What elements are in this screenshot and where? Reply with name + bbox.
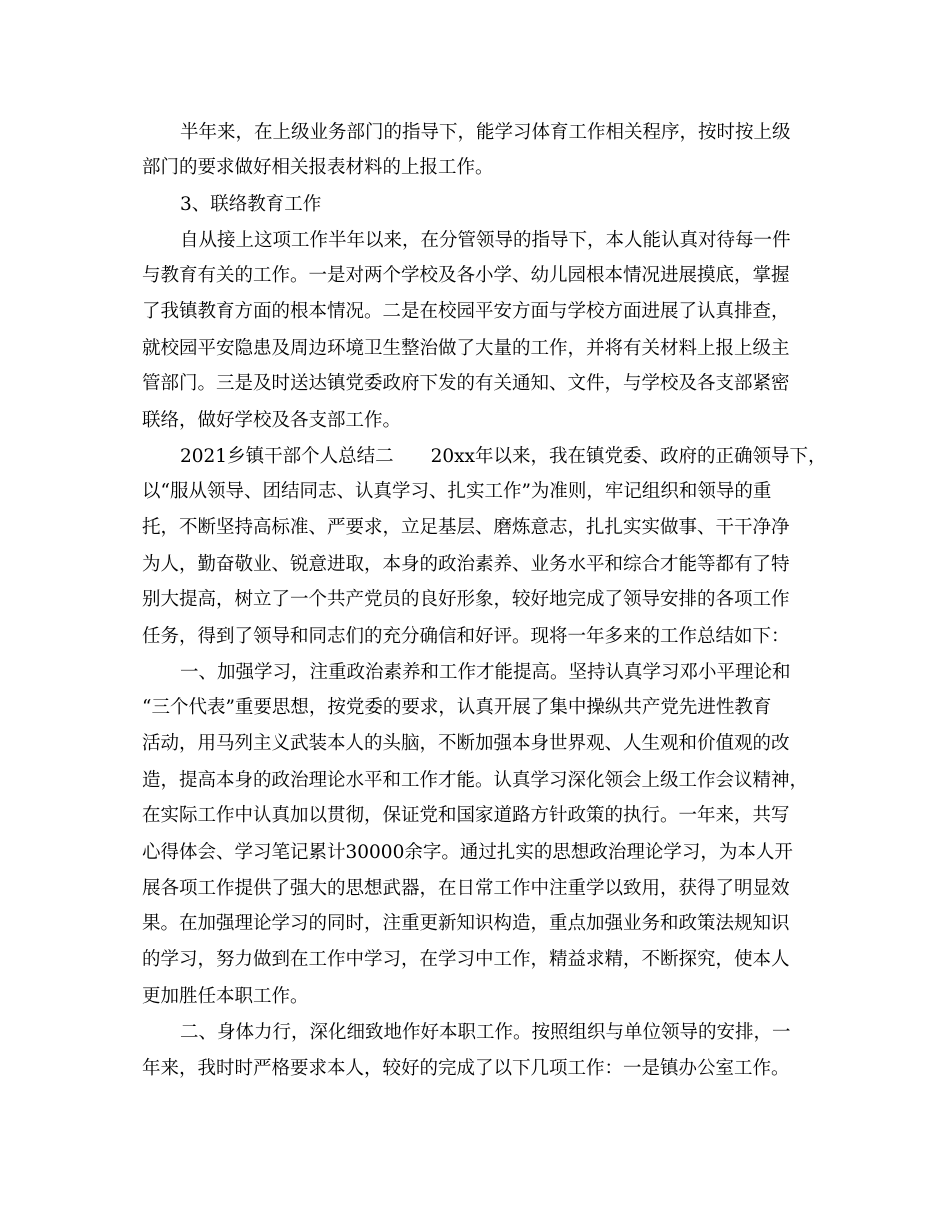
text-line: 为人，勤奋敬业、锐意进取，本身的政治素养、业务水平和综合才能等都有了特 [142,554,790,575]
text-line: 管部门。三是及时送达镇党委政府下发的有关通知、文件，与学校及各支部紧密 [142,373,790,394]
text-line: 展各项工作提供了强大的思想武器，在日常工作中注重学以致用，获得了明显效 [142,878,790,899]
text-line: 年来，我时时严格要求本人，较好的完成了以下几项工作：一是镇办公室工作。 [142,1058,790,1079]
text-line: 了我镇教育方面的根本情况。二是在校园平安方面与学校方面进展了认真排查， [142,301,790,322]
text-line: 任务，得到了领导和同志们的充分确信和好评。现将一年多来的工作总结如下： [142,626,790,647]
text-line: 托，不断坚持高标准、严要求，立足基层、磨炼意志，扎扎实实做事、干干净净 [142,517,790,538]
text-line: 二、身体力行，深化细致地作好本职工作。按照组织与单位领导的安排，一 [180,1022,791,1043]
text-line: 心得体会、学习笔记累计30000余字。通过扎实的思想政治理论学习，为本人开 [142,842,793,863]
text-line: 2021乡镇干部个人总结二 20xx年以来，我在镇党委、政府的正确领导下， [180,446,827,467]
text-line: 的学习，努力做到在工作中学习，在学习中工作，精益求精，不断探究，使本人 [142,949,790,970]
text-line: 造，提高本身的政治理论水平和工作才能。认真学习深化领会上级工作会议精神， [142,770,809,791]
text-line: 就校园平安隐患及周边环境卫生整治做了大量的工作，并将有关材料上报上级主 [142,338,790,359]
text-line: 自从接上这项工作半年以来，在分管领导的指导下，本人能认真对待每一件 [180,230,791,251]
text-line: 3、联络教育工作 [180,194,322,215]
text-line: 一、加强学习，注重政治素养和工作才能提高。坚持认真学习邓小平理论和 [180,662,791,683]
text-line: 果。在加强理论学习的同时，注重更新知识构造，重点加强业务和政策法规知识 [142,913,790,934]
text-line: 半年来，在上级业务部门的指导下，能学习体育工作相关程序，按时按上级 [180,122,791,143]
text-line: 更加胜任本职工作。 [142,986,309,1007]
text-line: 与教育有关的工作。一是对两个学校及各小学、幼儿园根本情况进展摸底，掌握 [142,265,790,286]
text-line: “三个代表”重要思想，按党委的要求，认真开展了集中操纵共产党先进性教育 [142,697,772,718]
text-line: 部门的要求做好相关报表材料的上报工作。 [142,157,494,178]
text-line: 活动，用马列主义武装本人的头脑，不断加强本身世界观、人生观和价值观的改 [142,733,790,754]
text-line: 别大提高，树立了一个共产党员的良好形象，较好地完成了领导安排的各项工作 [142,589,790,610]
text-line: 以“服从领导、团结同志、认真学习、扎实工作”为准则，牢记组织和领导的重 [142,481,772,502]
text-line: 在实际工作中认真加以贯彻，保证党和国家道路方针政策的执行。一年来，共写 [142,805,790,826]
text-line: 联络，做好学校及各支部工作。 [142,410,402,431]
